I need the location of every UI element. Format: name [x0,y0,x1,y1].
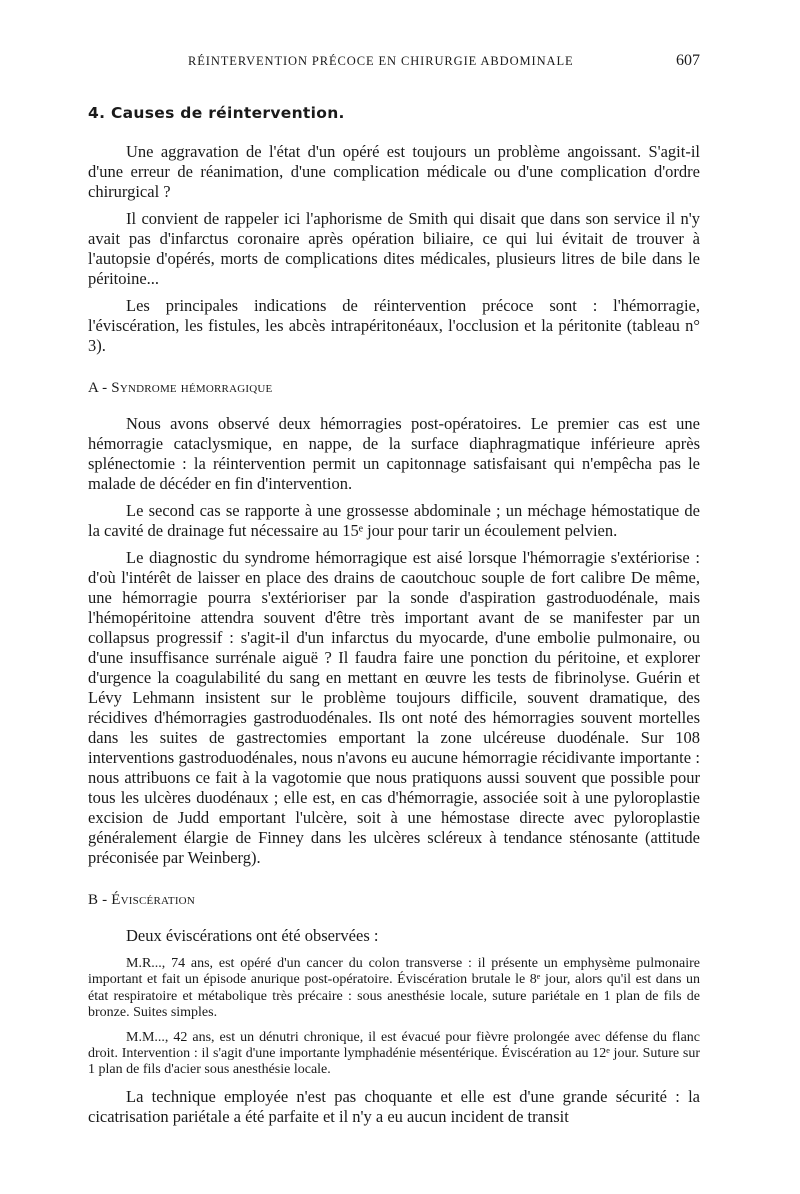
paragraph: Le diagnostic du syndrome hémorragique est aisé lorsque l'hémorragie s'extériorise : d'où l'intérêt de laisser en place des drains de caoutchouc souple de fort calibre De même, une hémorragie pourra s'extérioriser par la sonde d'aspiration gastroduodénale, mais l'hémopéritoine attendra souvent d'être très important avant de se manifester par un collapsus progressif : s'agit-il d'un infarctus du myocarde, d'une embolie pulmonaire, ou d'une insuffisance surrénale aiguë ? Il faudra faire une ponction du péritoine, et explorer d'urgence la coagulabilité du sang en mettant en œuvre les tests de fibrinolyse. Guérin et Lévy Lehmann insistent sur le problème toujours difficile, souvent dramatique, des récidives d'hémorragies gastroduodénales. Ils ont noté des hémorragies souvent mortelles dans les suites de gastrectomies emportant la zone ulcéreuse duodénale. Sur 108 interventions gastroduodénales, nous n'avons eu aucune hémorragie récidivante importante : nous attribuons ce fait à la vagotomie que nous pratiquons aussi souvent que possible pour tous les ulcères duodénaux ; elle est, en cas d'hémorragie, associée soit à une pyloroplastie excision de Judd emportant l'ulcère, soit à une hémostase directe avec pyloroplastie généralement élargie de Finney dans les ulcères scléreux à tendance sténosante (attitude préconisée par Weinberg). [88,548,700,867]
paragraph: Le second cas se rapporte à une grossesse abdominale ; un méchage hémostatique de la cavité de drainage fut nécessaire au 15ᵉ jour pour tarir un écoulement pelvien. [88,501,700,540]
paragraph: Une aggravation de l'état d'un opéré est toujours un problème angoissant. S'agit-il d'une erreur de réanimation, d'une complication médicale ou d'une complication d'ordre chirurgical ? [88,142,700,201]
paragraph: La technique employée n'est pas choquante et elle est d'une grande sécurité : la cicatrisation pariétale a été parfaite et il n'y a eu aucun incident de transit [88,1086,700,1126]
running-head [88,52,700,74]
case-report: M.M..., 42 ans, est un dénutri chronique, il est évacué pour fièvre prolongée avec défense du flanc droit. Intervention : il s'agit d'une importante lymphadénie mésentérique. Éviscération au 12ᵉ jour. Suture sur 1 plan de fils d'acier sous anesthésie locale. [88,1029,700,1078]
paragraph: Deux éviscérations ont été observées : [126,926,379,945]
paragraph: Nous avons observé deux hémorragies post-opératoires. Le premier cas est une hémorragie cataclysmique, en nappe, de la surface diaphragmatique inférieure après splénectomie : la réintervention permit un capitonnage satisfaisant qui n'empêcha pas le malade de décéder en fin d'intervention. [88,414,700,493]
subsection-heading-a: A - Syndrome hémorragique [88,380,273,396]
section-heading: 4. Causes de réintervention. [88,104,345,122]
case-report: M.R..., 74 ans, est opéré d'un cancer du colon transverse : il présente un emphysème pulmonaire important et fait un épisode anurique post-opératoire. Éviscération brutale le 8ᵉ jour, alors qu'il est dans un état respiratoire et métabolique très précaire : sous anesthésie locale, suture pariétale en 1 plan de fils de bronze. Suites simples. [88,956,700,1021]
paragraph: Les principales indications de réintervention précoce sont : l'hémorragie, l'éviscération, les fistules, les abcès intrapéritonéaux, l'occlusion et la péritonite (tableau n° 3). [88,296,700,355]
body-text [88,104,700,1134]
running-title: RÉINTERVENTION PRÉCOCE EN CHIRURGIE ABDOMINALE [188,54,574,68]
subsection-heading-b: B - Éviscération [88,892,195,908]
paragraph: Il convient de rappeler ici l'aphorisme de Smith qui disait que dans son service il n'y avait pas d'infarctus coronaire après opération biliaire, ce qui lui évitait de trouver à l'autopsie d'opérés, morts de complications dites médicales, plusieurs litres de bile dans le péritoine... [88,209,700,288]
page-number: 607 [676,52,700,69]
